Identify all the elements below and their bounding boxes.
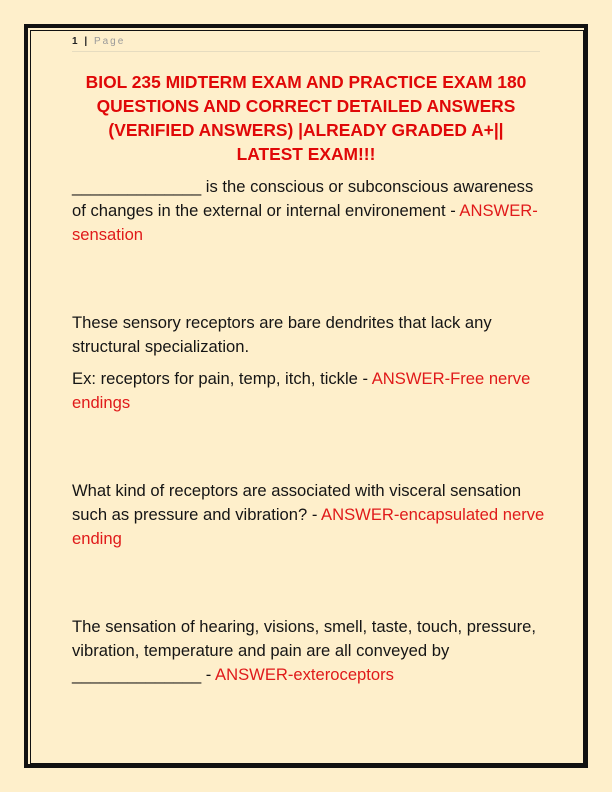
question-text: These sensory receptors are bare dendrites that lack any structural specialization. <box>72 313 492 356</box>
title-line: (VERIFIED ANSWERS) |ALREADY GRADED A+|| <box>108 120 504 140</box>
page-label: Page <box>93 36 126 47</box>
page-number: 1 <box>72 36 79 47</box>
question-item <box>72 175 547 247</box>
title-line: BIOL 235 MIDTERM EXAM AND PRACTICE EXAM 180 <box>85 72 527 92</box>
answer-text: ANSWER-exteroceptors <box>215 665 394 684</box>
title-line: QUESTIONS AND CORRECT DETAILED ANSWERS <box>96 96 516 116</box>
title-line: LATEST EXAM!!! <box>236 144 376 164</box>
question-list <box>72 175 547 687</box>
page-separator: | <box>84 36 89 47</box>
question-item <box>72 615 547 687</box>
question-text: What kind of receptors are associated with visceral sensation such as pressure and vibration? - <box>72 481 522 524</box>
question-item <box>72 479 547 551</box>
answer-text: ANSWER-sensation <box>72 201 538 244</box>
question-text: ______________ is the conscious or subconscious awareness of changes in the external or internal environement - <box>72 177 534 220</box>
question-text: The sensation of hearing, visions, smell, taste, touch, pressure, vibration, temperature and pain are all conveyed by ______________ - <box>72 617 536 684</box>
page-header <box>72 36 540 52</box>
question-text: Ex: receptors for pain, temp, itch, tickle - <box>72 369 372 388</box>
question-item <box>72 311 547 415</box>
document-title <box>60 70 552 166</box>
answer-text: ANSWER-encapsulated nerve ending <box>72 505 545 548</box>
answer-text: ANSWER-Free nerve endings <box>72 369 531 412</box>
